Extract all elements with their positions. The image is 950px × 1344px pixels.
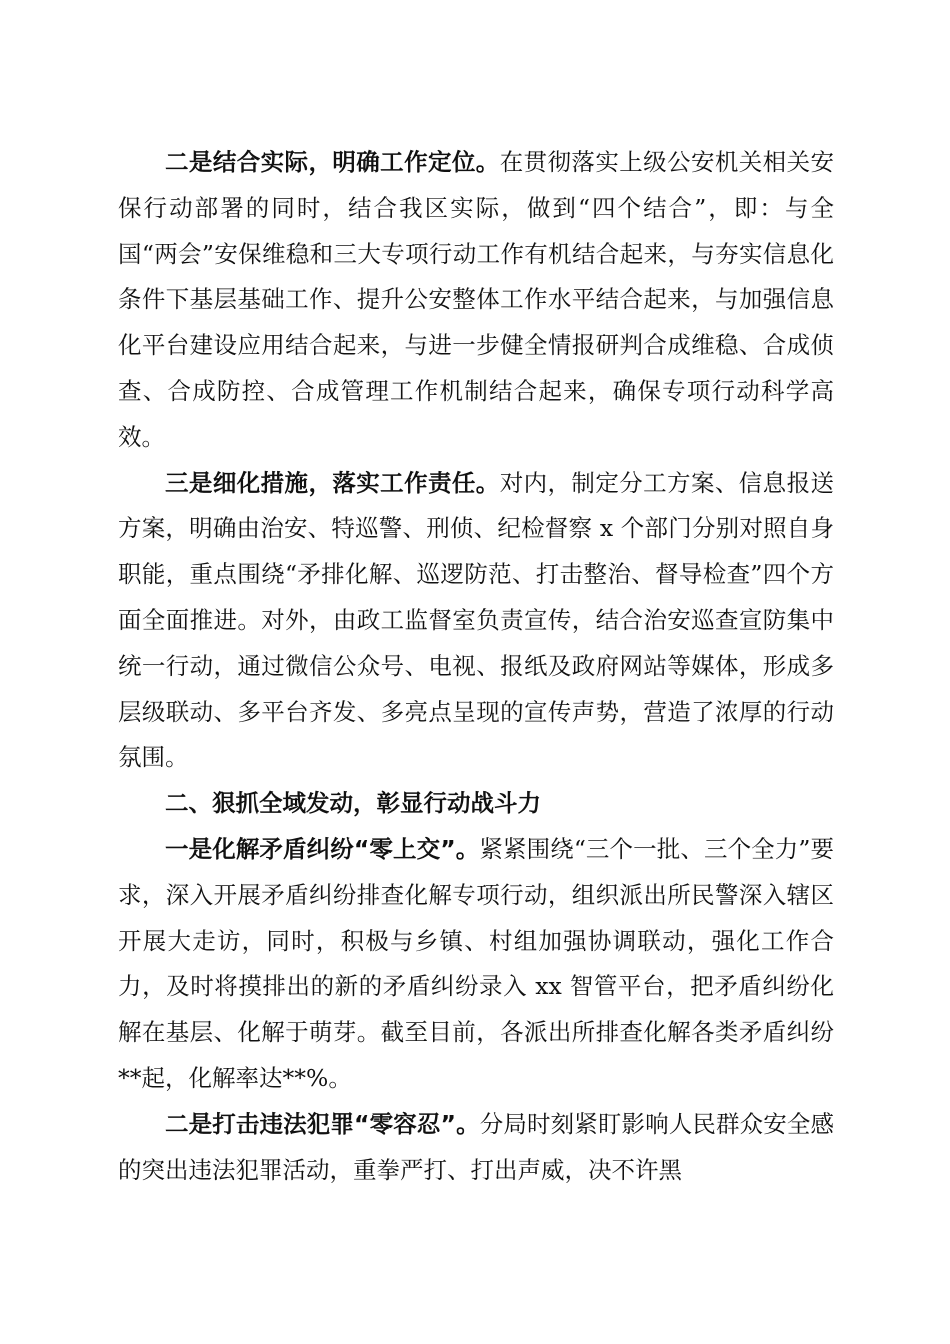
paragraph-lead: 一是化解矛盾纠纷“零上交”。 xyxy=(165,834,480,863)
document-body xyxy=(118,140,834,1193)
paragraph-lead: 二是结合实际，明确工作定位。 xyxy=(165,148,500,176)
paragraph-text: 分局时刻紧盯影响人民群众安全感的突出违法犯罪活动，重拳严打、打出声威，决不许黑 xyxy=(118,1109,835,1184)
paragraph-responsibility xyxy=(118,461,834,782)
paragraph-lead: 二是打击违法犯罪“零容忍”。 xyxy=(165,1109,480,1138)
section-heading: 二、狠抓全域发动，彰显行动战斗力 xyxy=(165,789,541,818)
paragraph-text: 紧紧围绕“三个一批、三个全力”要求，深入开展矛盾纠纷排查化解专项行动，组织派出所民警深入辖区开展大走访，同时，积极与乡镇、村组加强协调联动，强化工作合力，及时将摸排出的新的矛盾纠纷录入 xx 智管平台，把矛盾纠纷化解在基层、化解于萌芽。截至目前，各派出所排查化解各类矛盾纠纷**起，化解率达**%。 xyxy=(118,834,835,1092)
paragraph-positioning xyxy=(118,140,834,461)
paragraph-disputes xyxy=(118,827,834,1102)
paragraph-text: 对内，制定分工方案、信息报送方案，明确由治安、特巡警、刑侦、纪检督察 x 个部门分别对照自身职能，重点围绕“矛排化解、巡逻防范、打击整治、督导检查”四个方面全面推进。对外，由政工监督室负责宣传，结合治安巡查宣防集中统一行动，通过微信公众号、电视、报纸及政府网站等媒体，形成多层级联动、多平台齐发、多亮点呈现的宣传声势，营造了浓厚的行动氛围。 xyxy=(118,468,834,772)
paragraph-crime xyxy=(118,1102,834,1194)
paragraph-text: 在贯彻落实上级公安机关相关安保行动部署的同时，结合我区实际，做到“四个结合”，即：与全国“两会”安保维稳和三大专项行动工作有机结合起来，与夯实信息化条件下基层基础工作、提升公安整体工作水平结合起来，与加强信息化平台建设应用结合起来，与进一步健全情报研判合成维稳、合成侦查、合成防控、合成管理工作机制结合起来，确保专项行动科学高效。 xyxy=(118,148,834,451)
paragraph-lead: 三是细化措施，落实工作责任。 xyxy=(165,468,500,497)
